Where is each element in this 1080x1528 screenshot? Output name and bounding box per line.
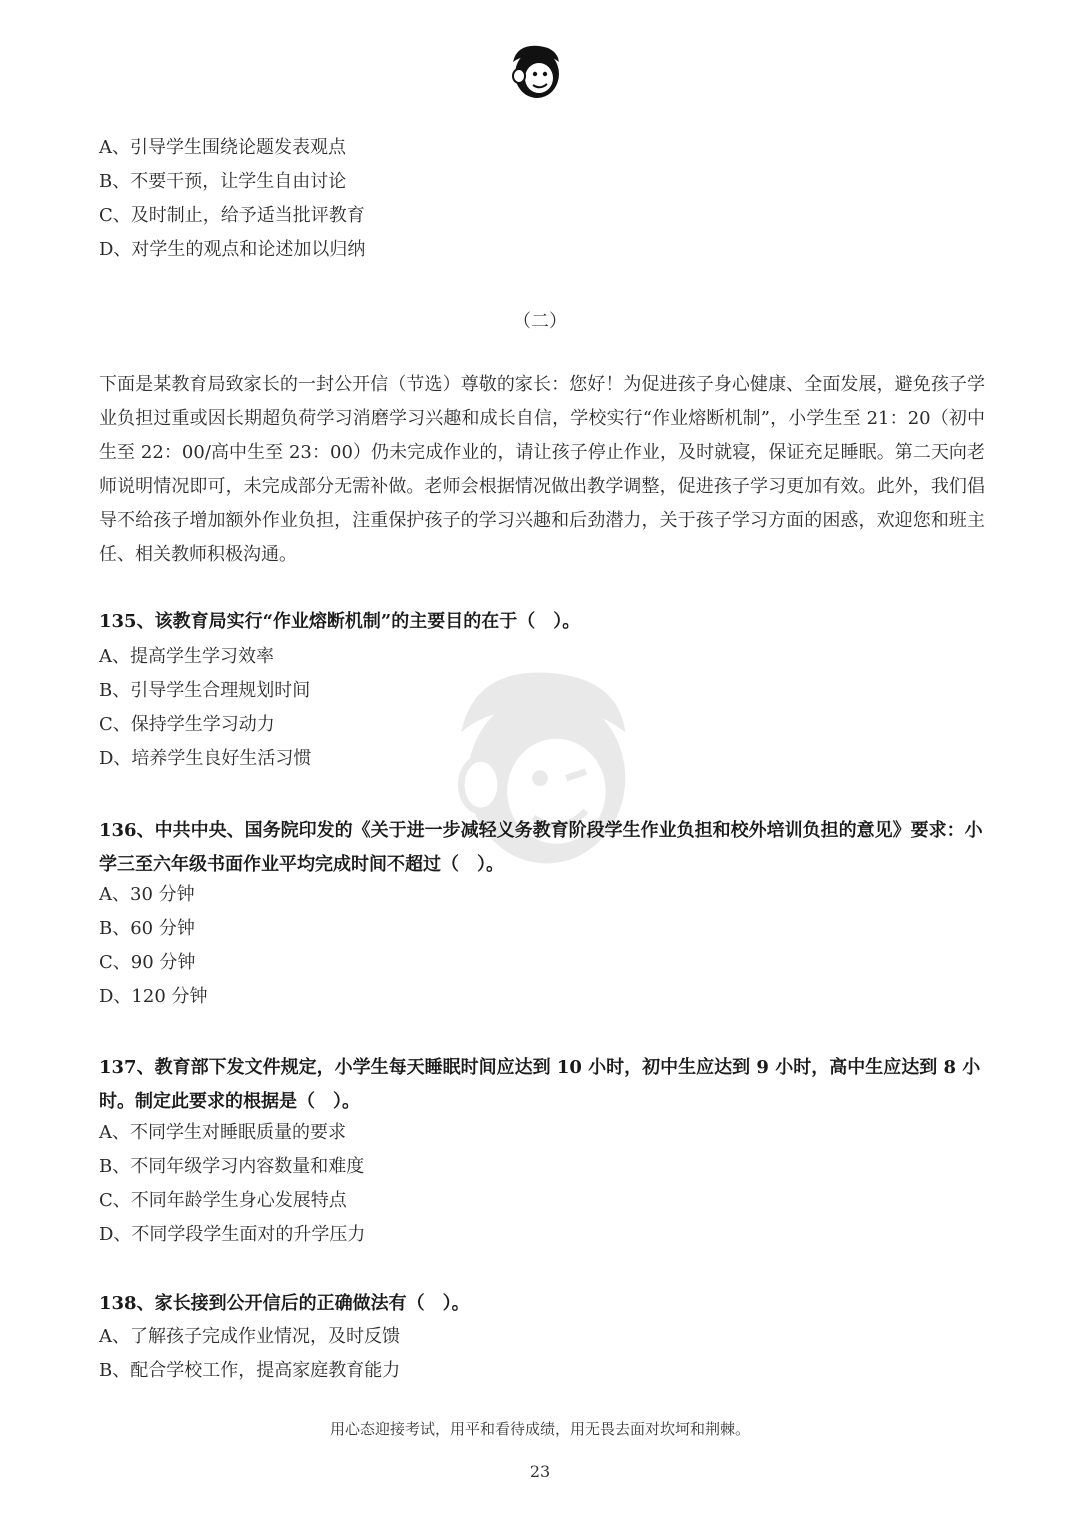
q137-option-d: D、不同学段学生面对的升学压力 <box>99 1224 366 1245</box>
question-135-stem: 135、该教育局实行“作业熔断机制”的主要目的在于（ ）。 <box>99 611 581 632</box>
prev-option-c: C、及时制止，给予适当批评教育 <box>99 205 365 226</box>
question-136-stem: 136、中共中央、国务院印发的《关于进一步减轻义务教育阶段学生作业负担和校外培训负担的意见》要求：小学三至六年级书面作业平均完成时间不超过（ ）。 <box>99 820 983 875</box>
q137-option-a: A、不同学生对睡眠质量的要求 <box>99 1122 346 1143</box>
q136-option-d: D、120 分钟 <box>99 986 208 1007</box>
q136-option-b: B、60 分钟 <box>99 918 195 939</box>
question-137-stem: 137、教育部下发文件规定，小学生每天睡眠时间应达到 10 小时，初中生应达到 9 小时，高中生应达到 8 小时。制定此要求的根据是（ ）。 <box>99 1057 981 1112</box>
q137-option-b: B、不同年级学习内容数量和难度 <box>99 1156 365 1177</box>
q137-option-c: C、不同年龄学生身心发展特点 <box>99 1190 347 1211</box>
q135-option-d: D、培养学生良好生活习惯 <box>99 748 312 769</box>
passage-text: 下面是某教育局致家长的一封公开信（节选）尊敬的家长：您好！为促进孩子身心健康、全面发展，避免孩子学业负担过重或因长期超负荷学习消磨学习兴趣和成长自信，学校实行“作业熔断机制”，小学生至 21：20（初中生至 22：00/高中生至 23：00）仍未完成作业的，请让孩子停止作业，及时就寝，保证充足睡眠。第二天向老师说明情况即可，未完成部分无需补做。老师会根据情况做出教学调整，促进孩子学习更加有效。此外，我们倡导不给孩子增加额外作业负担，注重保护孩子的学习兴趣和后劲潜力，关于孩子学习方面的困惑，欢迎您和班主任、相关教师积极沟通。 <box>99 374 985 565</box>
q135-option-b: B、引导学生合理规划时间 <box>99 680 311 701</box>
page-number: 23 <box>529 1462 551 1481</box>
q135-option-a: A、提高学生学习效率 <box>99 646 274 667</box>
q136-option-a: A、30 分钟 <box>99 884 195 905</box>
section-title: （二） <box>513 311 567 332</box>
question-138-stem: 138、家长接到公开信后的正确做法有（ ）。 <box>99 1293 470 1314</box>
q136-option-c: C、90 分钟 <box>99 952 196 973</box>
prev-option-d: D、对学生的观点和论述加以归纳 <box>99 239 366 260</box>
prev-option-a: A、引导学生围绕论题发表观点 <box>99 137 346 158</box>
footer-motto: 用心态迎接考试，用平和看待成绩，用无畏去面对坎坷和荆棘。 <box>329 1420 750 1438</box>
q135-option-c: C、保持学生学习动力 <box>99 714 275 735</box>
q138-option-b: B、配合学校工作，提高家庭教育能力 <box>99 1360 401 1381</box>
q138-option-a: A、了解孩子完成作业情况，及时反馈 <box>99 1326 400 1347</box>
prev-option-b: B、不要干预，让学生自由讨论 <box>99 171 347 192</box>
monkey-logo-icon <box>505 40 565 100</box>
